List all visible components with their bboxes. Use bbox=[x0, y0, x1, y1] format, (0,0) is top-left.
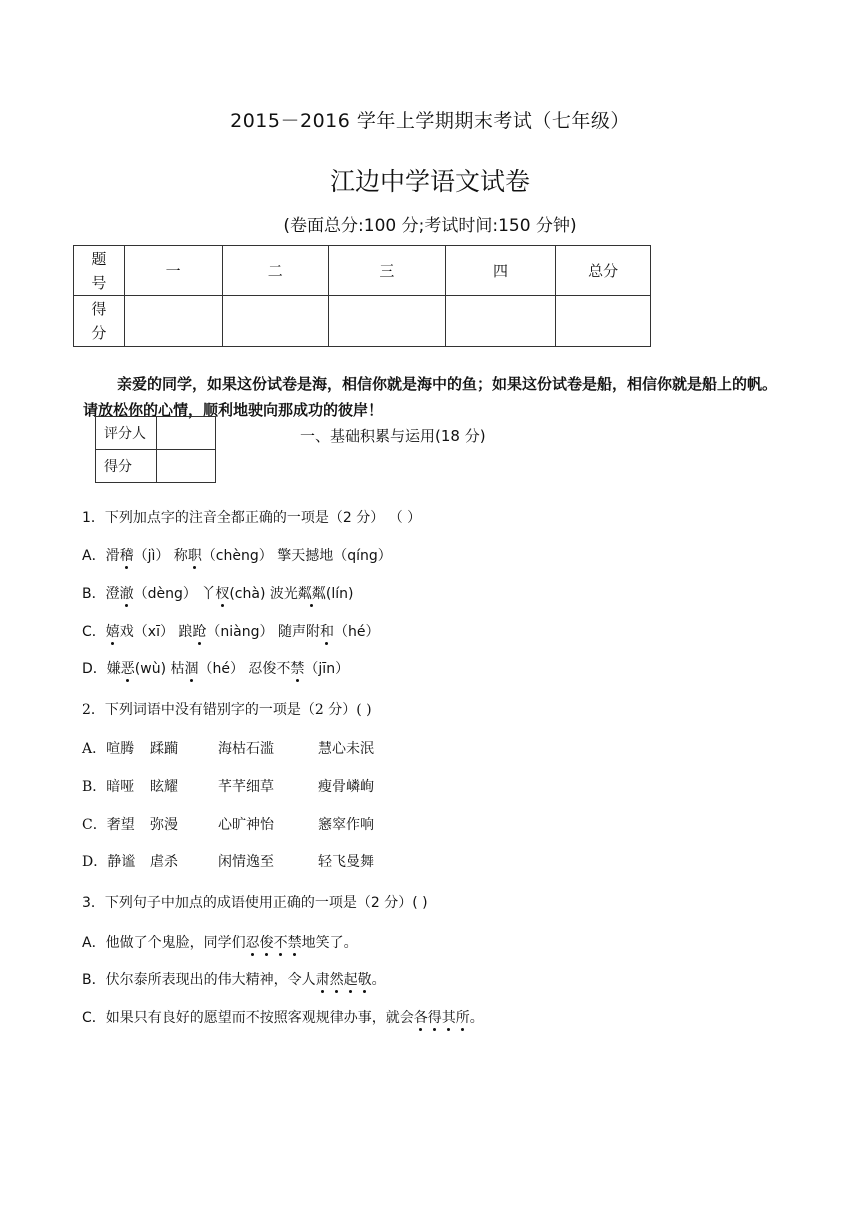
text: （chèng） 擎天撼地（qíng） bbox=[201, 548, 392, 564]
text: (wù) 枯 bbox=[134, 661, 185, 677]
score-cell[interactable] bbox=[445, 296, 556, 347]
dotted-char: 肃 bbox=[315, 972, 330, 988]
word: 轻飞曼舞 bbox=[318, 854, 374, 870]
question-3-option-b bbox=[82, 969, 386, 989]
dotted-char: 其 bbox=[441, 1010, 456, 1026]
text: (chà) 波光 bbox=[229, 586, 298, 602]
dotted-char: 俊 bbox=[259, 935, 274, 951]
text: A．他做了个鬼脸，同学们 bbox=[82, 935, 246, 951]
text: B．澄 bbox=[82, 586, 120, 602]
dotted-idiom bbox=[316, 972, 372, 988]
text: C．如果只有良好的愿望而不按照客观规律办事，就会 bbox=[82, 1010, 414, 1026]
section-score-field[interactable] bbox=[157, 450, 216, 483]
question-1-stem: 1．下列加点字的注音全都正确的一项是（2 分） （ ） bbox=[82, 510, 422, 526]
question-2-option-a bbox=[82, 738, 374, 758]
dotted-char: 得 bbox=[427, 1010, 442, 1026]
dotted-char: 不 bbox=[273, 935, 288, 951]
word: B．暗哑 bbox=[82, 779, 135, 795]
dotted-char: 跄 bbox=[192, 624, 207, 640]
grader-field[interactable] bbox=[157, 417, 216, 450]
question-1-option-b bbox=[82, 583, 353, 603]
question-1-option-d bbox=[82, 658, 349, 678]
dotted-char: 然 bbox=[329, 972, 344, 988]
dotted-char: 禁 bbox=[287, 935, 302, 951]
dotted-char: 澈 bbox=[119, 586, 134, 602]
question-3-option-a bbox=[82, 932, 358, 952]
dotted-char: 起 bbox=[343, 972, 358, 988]
text: （jì） 称 bbox=[133, 548, 188, 564]
dotted-char: 忍 bbox=[245, 935, 260, 951]
grader-label: 评分人 bbox=[96, 417, 157, 450]
score-table bbox=[73, 245, 651, 347]
score-cell[interactable] bbox=[124, 296, 222, 347]
word: 芊芊细草 bbox=[218, 779, 274, 795]
word: 眩耀 bbox=[150, 779, 178, 795]
dotted-char: 涸 bbox=[184, 661, 199, 677]
dotted-char: 和 bbox=[319, 624, 334, 640]
question-3-stem: 3．下列句子中加点的成语使用正确的一项是（2 分）( ) bbox=[82, 895, 428, 911]
text: D．嫌 bbox=[82, 661, 121, 677]
row-label-question-number: 题 号 bbox=[74, 246, 125, 296]
word: 海枯石滥 bbox=[218, 741, 274, 757]
text: A．滑 bbox=[82, 548, 120, 564]
dotted-char: 稽 bbox=[119, 548, 134, 564]
question-2-option-c bbox=[82, 814, 374, 834]
dotted-idiom bbox=[414, 1010, 470, 1026]
intro-paragraph: 亲爱的同学，如果这份试卷是海，相信你就是海中的鱼；如果这份试卷是船，相信你就是船上的帆。请放松你的心情，顺利地驶向那成功的彼岸！ bbox=[83, 375, 778, 419]
word: C．奢望 bbox=[82, 817, 135, 833]
exam-title: 2015－2016 学年上学期期末考试（七年级） bbox=[230, 110, 630, 132]
word: 弥漫 bbox=[150, 817, 178, 833]
text: （jīn） bbox=[304, 661, 350, 677]
word: 心旷神怡 bbox=[218, 817, 274, 833]
text: C． bbox=[82, 624, 106, 640]
question-3-option-c bbox=[82, 1007, 484, 1027]
dotted-char: 职 bbox=[187, 548, 202, 564]
dotted-idiom bbox=[246, 935, 302, 951]
column-header-3: 三 bbox=[329, 246, 446, 296]
word: 蹂躏 bbox=[150, 741, 178, 757]
column-header-total: 总分 bbox=[556, 246, 651, 296]
word: 窸窣作响 bbox=[318, 817, 374, 833]
word: 瘦骨嶙峋 bbox=[318, 779, 374, 795]
score-cell[interactable] bbox=[222, 296, 329, 347]
question-1-option-a bbox=[82, 545, 392, 565]
text: （hé） 忍俊不 bbox=[198, 661, 291, 677]
question-2-stem: 2．下列词语中没有错别字的一项是（2 分）( ) bbox=[82, 702, 372, 718]
section-title: 一、基础积累与运用(18 分) bbox=[300, 427, 486, 445]
dotted-char: 敬 bbox=[357, 972, 372, 988]
row-label-score: 得 分 bbox=[74, 296, 125, 347]
paper-title: 江边中学语文试卷 bbox=[329, 167, 530, 196]
dotted-char: 各 bbox=[413, 1010, 428, 1026]
section-score-label: 得分 bbox=[96, 450, 157, 483]
text: （dèng） 丫 bbox=[133, 586, 216, 602]
dotted-char: 恶 bbox=[120, 661, 135, 677]
text: 戏（xī） 踉 bbox=[119, 624, 193, 640]
text: 地笑了。 bbox=[301, 935, 358, 951]
word: 虐杀 bbox=[150, 854, 178, 870]
column-header-1: 一 bbox=[124, 246, 222, 296]
score-cell[interactable] bbox=[329, 296, 446, 347]
question-2-option-b bbox=[82, 776, 374, 796]
score-cell[interactable] bbox=[556, 296, 651, 347]
text: B．伏尔泰所表现出的伟大精神，令人 bbox=[82, 972, 316, 988]
text: 。 bbox=[371, 972, 386, 988]
word: A．喧腾 bbox=[82, 741, 135, 757]
word: D．静谧 bbox=[82, 854, 136, 870]
exam-info: (卷面总分:100 分;考试时间:150 分钟) bbox=[283, 216, 577, 236]
question-1-option-c bbox=[82, 621, 379, 641]
dotted-char: 所 bbox=[455, 1010, 470, 1026]
word: 慧心未泯 bbox=[318, 741, 374, 757]
text: 。 bbox=[469, 1010, 484, 1026]
word: 闲情逸至 bbox=[218, 854, 274, 870]
column-header-2: 二 bbox=[222, 246, 329, 296]
text: (lín) bbox=[325, 586, 354, 602]
text: （niàng） 随声附 bbox=[206, 624, 320, 640]
grader-table bbox=[95, 416, 216, 483]
dotted-char: 杈 bbox=[215, 586, 230, 602]
dotted-char: 嬉 bbox=[105, 624, 120, 640]
dotted-char: 禁 bbox=[290, 661, 305, 677]
text: （hé） bbox=[333, 624, 380, 640]
column-header-4: 四 bbox=[445, 246, 556, 296]
question-2-option-d bbox=[82, 851, 374, 871]
dotted-char: 粼粼 bbox=[297, 586, 326, 602]
